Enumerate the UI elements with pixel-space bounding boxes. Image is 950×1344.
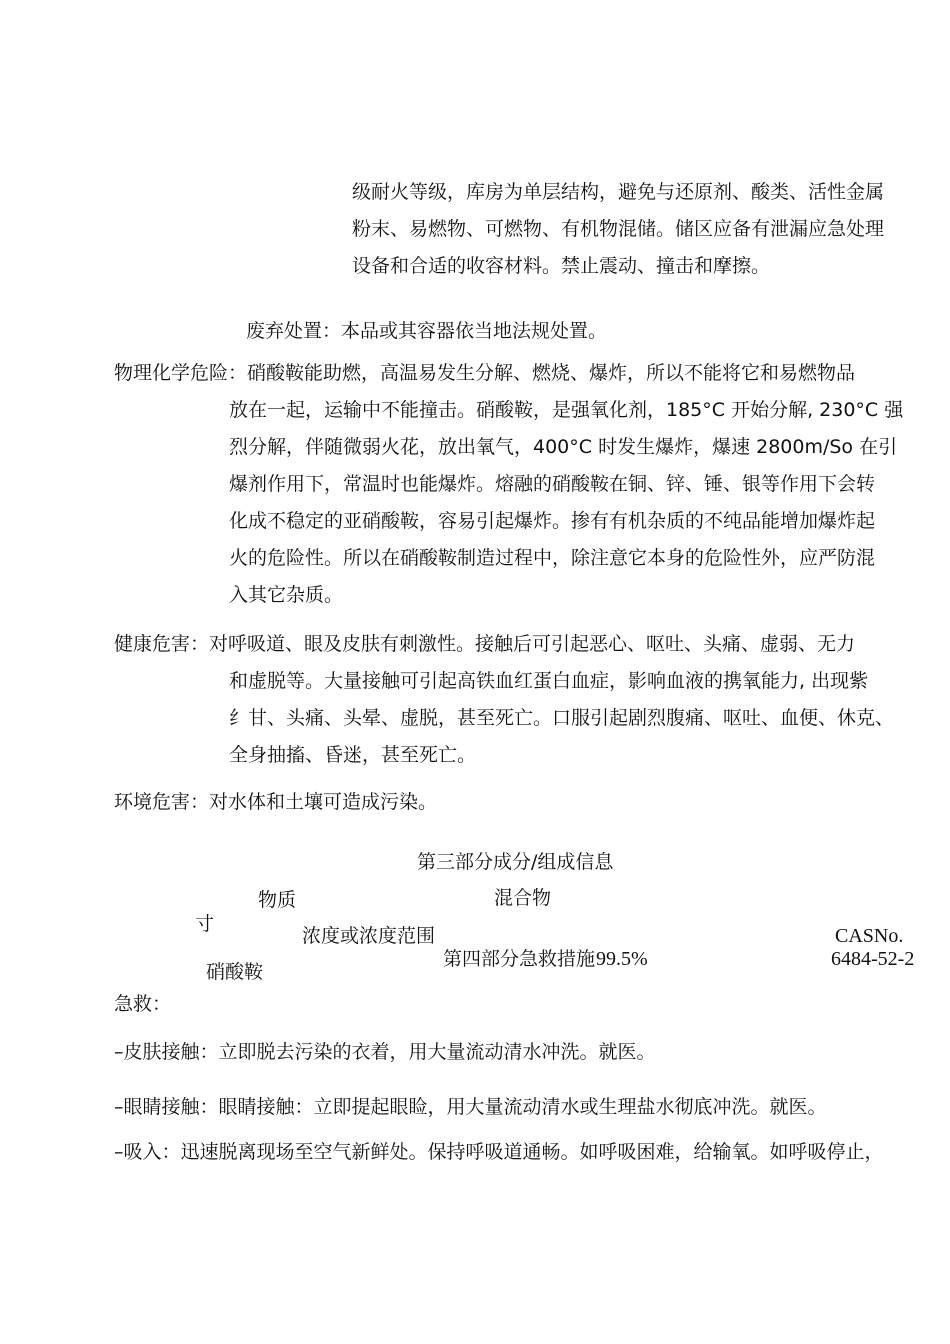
cas-header: CASNo. (835, 925, 904, 947)
firstaid-title: 急救： (114, 993, 172, 1015)
firstaid-skin: –皮肤接触：立即脱去污染的衣着，用大量流动清水冲洗。就医。 (114, 1041, 656, 1063)
storage-line: 设备和合适的收容材料。禁止震动、撞击和摩擦。 (352, 255, 771, 277)
storage-paragraph (352, 174, 884, 285)
mixture-label: 混合物 (494, 887, 552, 909)
section4-overlap-title: 第四部分急救措施 (443, 948, 596, 970)
storage-line: 级耐火等级，库房为单层结构，避免与还原剂、酸类、活性金属 (352, 181, 885, 203)
cun-char: 寸 (195, 913, 215, 935)
environment-text: 对水体和土壤可造成污染。 (209, 791, 438, 813)
health-first-line: 对呼吸道、眼及皮肤有刺激性。接触后可引起恶心、呕吐、头痛、虚弱、无力 (209, 633, 856, 655)
disposal-label: 废弃处置： (246, 320, 342, 342)
physchem-line: 火的危险性。所以在硝酸鞍制造过程中，除注意它本身的危险性外，应严防混 (229, 547, 876, 569)
cas-value: 6484-52-2 (831, 948, 915, 970)
substance-label: 物质 (258, 889, 297, 911)
physchem-line: 爆剂作用下，常温时也能爆炸。熔融的硝酸鞍在铜、锌、锤、银等作用下会转 (229, 473, 876, 495)
physchem-label-line (114, 355, 855, 392)
physchem-first-line: 硝酸鞍能助燃，高温易发生分解、燃烧、爆炸，所以不能将它和易燃物品 (247, 362, 856, 384)
environment-section (114, 784, 437, 821)
physchem-line: 烈分解，伴随微弱火花，放出氧气，400°C 时发生爆炸，爆速 2800m/So 在引 (229, 436, 898, 458)
component-name: 硝酸鞍 (206, 961, 264, 983)
physchem-label: 物理化学危险： (114, 362, 248, 384)
section3-title: 第三部分成分/组成信息 (417, 851, 614, 873)
firstaid-inhale: –吸入：迅速脱离现场至空气新鲜处。保持呼吸道通畅。如呼吸困难，给输氧。如呼吸停止， (114, 1141, 884, 1163)
disposal-text: 本品或其容器依当地法规处置。 (341, 320, 608, 342)
health-label: 健康危害： (114, 633, 210, 655)
disposal-section (246, 313, 607, 350)
health-line: 全身抽搐、昏迷，甚至死亡。 (229, 744, 477, 766)
concentration-header: 浓度或浓度范围 (302, 925, 436, 947)
health-line: 和虚脱等。大量接触可引起高铁血红蛋白血症，影响血液的携氧能力, 出现紫 (229, 670, 869, 692)
physchem-line: 化成不稳定的亚硝酸鞍，容易引起爆炸。掺有有机杂质的不纯品能增加爆炸起 (229, 510, 876, 532)
physchem-line: 入其它杂质。 (229, 584, 344, 606)
storage-line: 粉末、易燃物、可燃物、有机物混储。储区应备有泄漏应急处理 (352, 218, 885, 240)
health-paragraph (229, 663, 894, 774)
health-line: 纟甘、头痛、头晕、虚脱，甚至死亡。口服引起剧烈腹痛、呕吐、血便、休克、 (229, 707, 895, 729)
physchem-paragraph (229, 392, 903, 614)
health-label-line (114, 626, 855, 663)
physchem-line: 放在一起，运输中不能撞击。硝酸鞍，是强氧化剂，185°C 开始分解, 230°C 强 (229, 399, 904, 421)
environment-label: 环境危害： (114, 791, 210, 813)
concentration-value: 99.5% (596, 948, 648, 970)
firstaid-eye: –眼睛接触：眼睛接触：立即提起眼睑，用大量流动清水或生理盐水彻底冲洗。就医。 (114, 1096, 827, 1118)
